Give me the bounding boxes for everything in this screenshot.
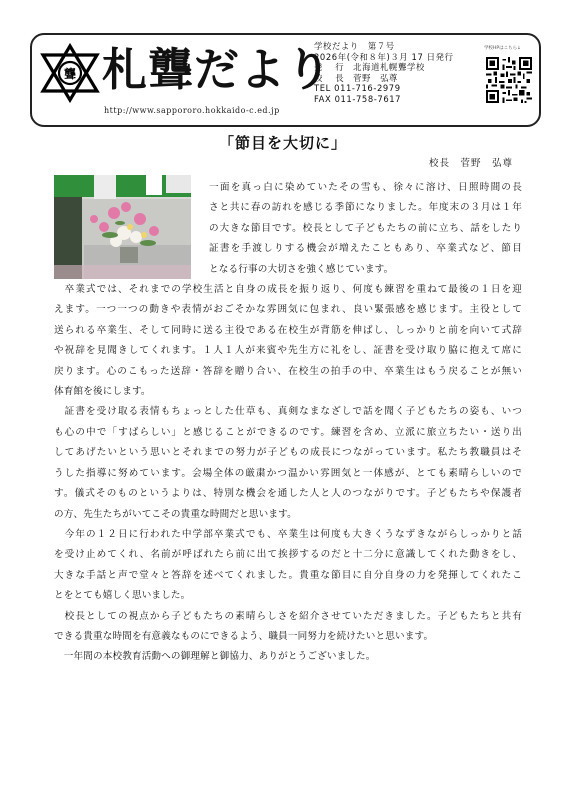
newsletter-masthead: 札聾だより — [102, 43, 333, 96]
school-emblem-icon — [40, 43, 100, 103]
principal-name: 校 長 菅野 弘尊 — [314, 72, 399, 83]
phone-number: TEL 011-716-2979 — [314, 83, 401, 94]
body-line: や祝辞を見聞きしてくれます。１人１人が来賓や先生方に礼をし、証書を受け取り脇に抱えて席に — [54, 345, 522, 357]
school-website-url[interactable]: http://www.sappororo.hokkaido-c.ed.jp — [104, 106, 280, 115]
article-author: 校長 菅野 弘尊 — [429, 158, 514, 169]
publisher: 発 行 北海道札幌聾学校 — [314, 62, 425, 73]
body-line: 体育館を後にします。 — [54, 386, 151, 398]
body-line: さと共に春の訪れを感じる季節になりました。年度末の３月は１年 — [209, 202, 522, 214]
body-line: できる貴重な時間を有意義なものにできるよう、職員一同努力を続けたいと思います。 — [54, 630, 434, 642]
qr-code-icon[interactable] — [486, 57, 532, 103]
body-line: えます。一つ一つの動きや表情がおごそかな雰囲気に包まれ、良い緊張感を感じます。主役として — [54, 304, 522, 316]
issue-info — [314, 41, 454, 105]
body-line: 送られる卒業生、そして同時に送る主役である在校生が背筋を伸ばし、しっかりと前を向いて式辞 — [54, 324, 522, 336]
article-body — [54, 178, 522, 668]
body-line: を受け止めてくれ、名前が呼ばれたら前に出て挨拶するのだと十二分に意識してくれた動きをし、 — [54, 549, 522, 561]
body-line: してあげたいという思いとそれまでの努力が子どもの成長につながっています。私たち教職員はそ — [54, 447, 522, 459]
body-line: とをとても嬉しく思いました。 — [54, 590, 191, 602]
body-line: 証書を手渡しりする機会が増えたこともあり、卒業式など、節目 — [209, 243, 522, 255]
body-line: の方、先生たちがいてこその貴重な時間だと思います。 — [54, 508, 297, 520]
body-line: も心の中で「すばらしい」と感じることができるのです。練習を含め、立派に旅立ちたい・送り出 — [54, 426, 522, 438]
qr-caption: 学校HPはこちら↓ — [484, 46, 521, 51]
issue-date: 2026年(令和８年)３月 17 日発行 — [314, 51, 454, 62]
body-line: 一年間の本校教育活動への御理解と御協力、ありがとうございました。 — [54, 651, 376, 663]
fax-number: FAX 011-758-7617 — [314, 93, 402, 104]
body-line: 戻ります。心のこもった送辞・答辞を贈り合い、在校生の拍手の中、卒業生はもう戻ることが無い — [54, 365, 522, 377]
article-title: 「節目を大切に」 — [218, 134, 347, 152]
body-line: 証書を受け取る表情もちょっとした仕草も、真剣なまなざしで話を聞く子どもたちの姿も、いつ — [54, 406, 522, 418]
body-line: 一面を真っ白に染めていたその雪も、徐々に溶け、日照時間の長 — [209, 182, 522, 193]
body-line: 今年の１２日に行われた中学部卒業式でも、卒業生は何度も大きくうなずきながらしっかりと話 — [54, 528, 522, 540]
body-line: うした指導に努めています。会場全体の厳粛かつ温かい雰囲気と一体感が、とても素晴らしいので — [54, 467, 522, 479]
svg-text:聾: 聾 — [63, 67, 77, 81]
body-line: の大きな節目です。校長として子どもたちの前に立ち、話をしたり — [209, 222, 522, 234]
body-line: 大きな手話と声で堂々と答辞を述べてくれました。貴重な節目に自分自身の力を発揮してくれたこ — [54, 569, 522, 581]
body-line: となる行事の大切さを強く感じています。 — [209, 263, 394, 275]
body-line: 校長としての視点から子どもたちの素晴らしさを紹介させていただきました。子どもたちと共有 — [54, 610, 522, 622]
body-line: 卒業式では、それまでの学校生活と自身の成長を振り返り、何度も練習を重ねて最後の１日を迎 — [54, 284, 522, 296]
masthead-banner — [30, 33, 541, 127]
issue-number: 学校だより 第７号 — [314, 41, 395, 51]
body-line: す。儀式そのものというよりは、特別な機会を通した人と人のつながりです。子どもたちや保護者 — [54, 488, 522, 500]
